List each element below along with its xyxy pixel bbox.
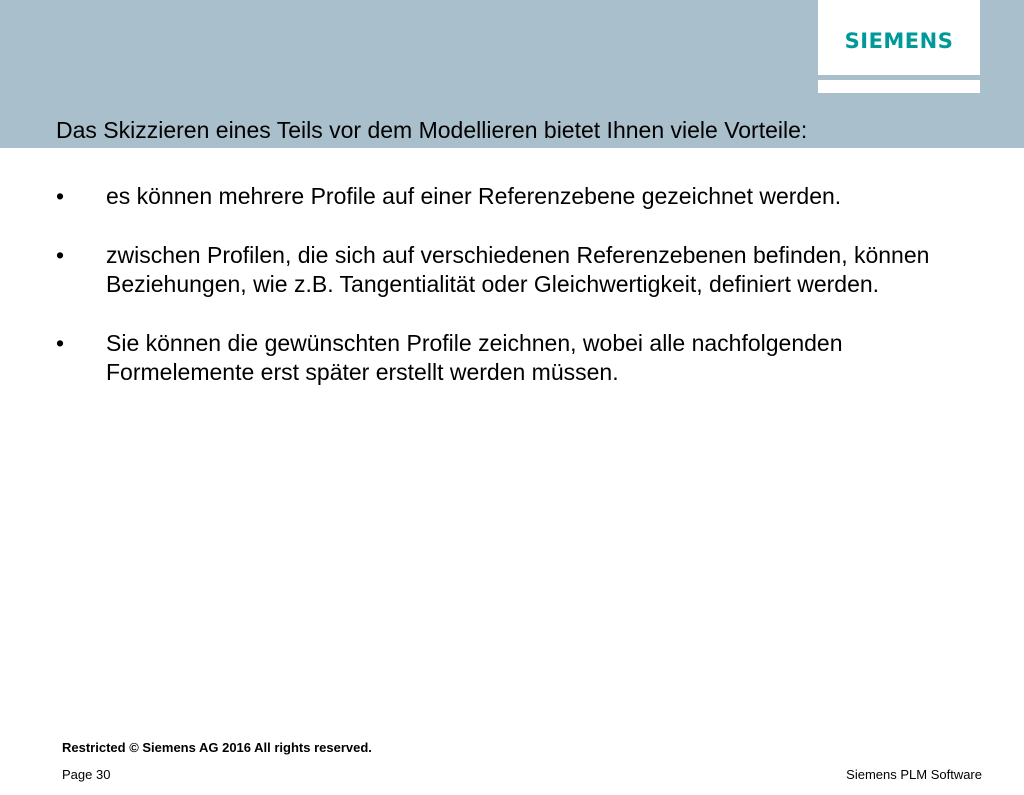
bullet-marker: • <box>56 330 65 356</box>
bullet-text: zwischen Profilen, die sich auf verschiedenen Referenzebenen befinden, können Beziehungen, wie z.B. Tangentialität oder Gleichwertigkeit, definiert werden. <box>106 242 930 297</box>
bullet-text: es können mehrere Profile auf einer Referenzebene gezeichnet werden. <box>106 183 842 209</box>
siemens-logo <box>818 0 980 75</box>
footer-brand: Siemens PLM Software <box>846 767 982 782</box>
copyright-notice: Restricted © Siemens AG 2016 All rights reserved. <box>62 740 372 755</box>
bullet-list <box>56 182 976 417</box>
logo-strip <box>818 80 980 93</box>
bullet-item-1 <box>56 182 976 211</box>
bullet-text: Sie können die gewünschten Profile zeichnen, wobei alle nachfolgenden Formelemente erst später erstellt werden müssen. <box>106 330 843 385</box>
bullet-marker: • <box>56 242 65 268</box>
slide-title: Das Skizzieren eines Teils vor dem Modellieren bietet Ihnen viele Vorteile: <box>56 117 808 143</box>
logo-text: SIEMENS <box>844 28 954 53</box>
bullet-marker: • <box>56 183 65 209</box>
bullet-item-3 <box>56 329 976 387</box>
page-number: Page 30 <box>62 767 111 782</box>
bullet-item-2 <box>56 241 976 299</box>
